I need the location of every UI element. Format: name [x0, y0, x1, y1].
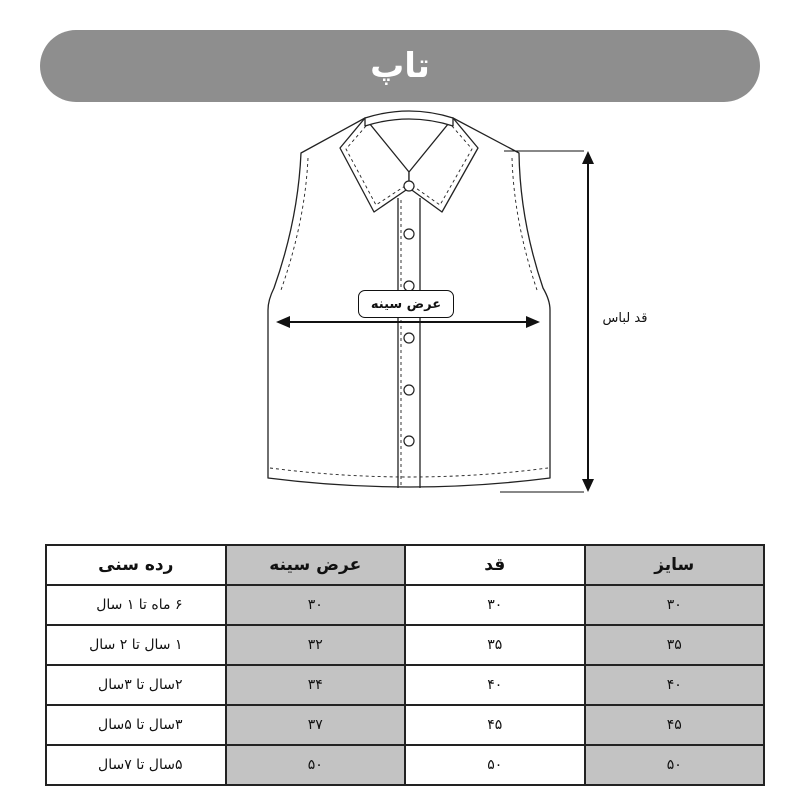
table-row [46, 745, 764, 785]
header-chest: عرض سینه [226, 545, 406, 585]
cell-chest: ۳۲ [226, 625, 406, 665]
button [404, 436, 414, 446]
cell-length: ۳۰ [405, 585, 585, 625]
cell-age: ۶ ماه تا ۱ سال [46, 585, 226, 625]
cell-chest: ۳۴ [226, 665, 406, 705]
cell-age: ۱ سال تا ۲ سال [46, 625, 226, 665]
table-row [46, 625, 764, 665]
button [404, 181, 414, 191]
cell-length: ۴۰ [405, 665, 585, 705]
table-header-row [46, 545, 764, 585]
cell-size: ۳۵ [585, 625, 765, 665]
button [404, 385, 414, 395]
chest-width-label: عرض سینه [358, 290, 454, 318]
cell-chest: ۳۰ [226, 585, 406, 625]
header-age: رده سنی [46, 545, 226, 585]
cell-length: ۵۰ [405, 745, 585, 785]
table-row [46, 585, 764, 625]
button [404, 229, 414, 239]
table-row [46, 665, 764, 705]
cell-chest: ۵۰ [226, 745, 406, 785]
cell-chest: ۳۷ [226, 705, 406, 745]
cell-size: ۵۰ [585, 745, 765, 785]
cell-age: ۵سال تا ۷سال [46, 745, 226, 785]
cell-length: ۴۵ [405, 705, 585, 745]
cell-size: ۴۵ [585, 705, 765, 745]
header-length: قد [405, 545, 585, 585]
title-banner [40, 30, 760, 102]
cell-length: ۳۵ [405, 625, 585, 665]
header-size: سایز [585, 545, 765, 585]
page-title: تاپ [370, 46, 430, 86]
cell-size: ۳۰ [585, 585, 765, 625]
cell-size: ۴۰ [585, 665, 765, 705]
garment-length-label: قد لباس [602, 311, 648, 326]
cell-age: ۳سال تا ۵سال [46, 705, 226, 745]
size-chart-table [45, 544, 765, 786]
cell-age: ۲سال تا ۳سال [46, 665, 226, 705]
button [404, 333, 414, 343]
table-row [46, 705, 764, 745]
